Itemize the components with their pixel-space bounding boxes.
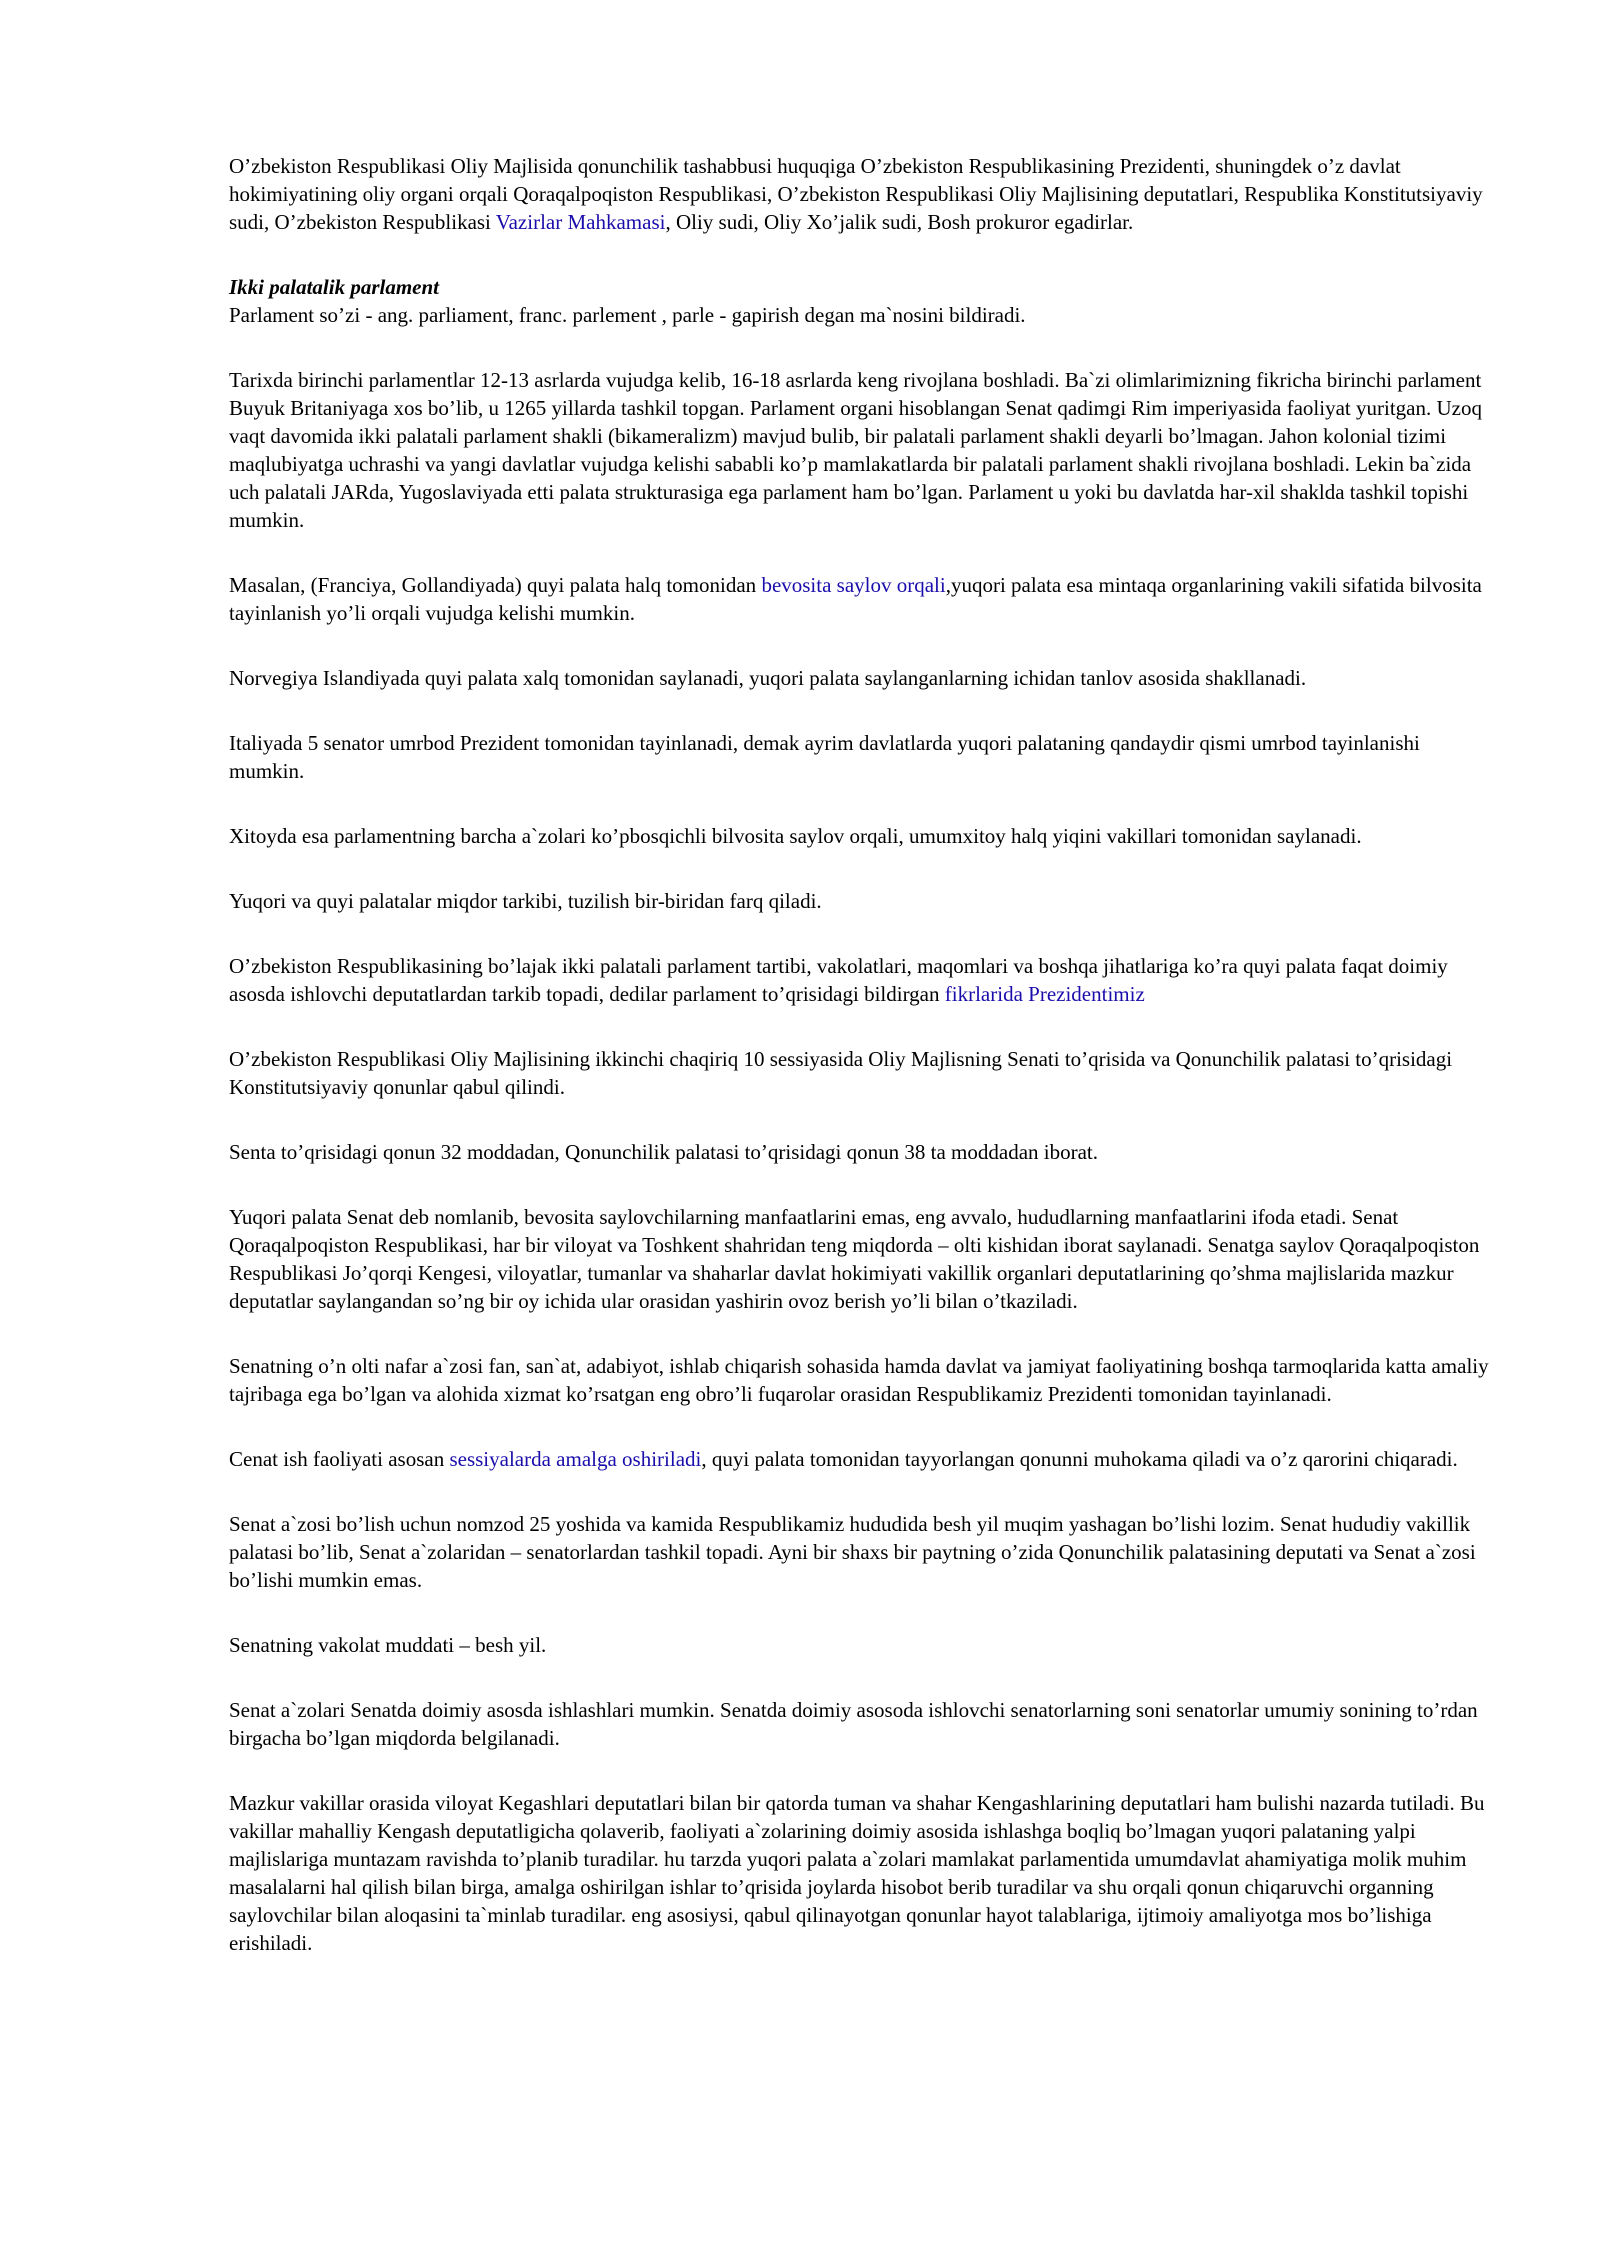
paragraph-senator-requirements: Senat a`zosi bo’lish uchun nomzod 25 yoshida va kamida Respublikamiz hududida besh yil muqim yashagan bo’lishi lozim. Senat hududiy vakillik palatasi bo’lib, Senat a`zolaridan – senatorlardan tashkil topadi. Ayni bir shaxs bir paytning o’zida Qonunchilik palatasining deputati va Senat a`zosi bo’lishi mumkin emas.	[229, 1512, 1476, 1592]
paragraph-senate-sessions	[229, 1445, 1491, 1473]
paragraph-text: O’zbekiston Respublikasi Oliy Majlisida qonunchilik tashabbusi huquqiga O’zbekiston Respublikasining Prezidenti, shuningdek o’z davlat hokimiyatining oliy organi orqali Qoraqalpoqiston Respublikasi, O’zbekiston Respublikasi Oliy Majlisining deputatlari, Respublika Konstitutsiyaviy sudi, O’zbekiston Respublikasi	[229, 154, 1483, 234]
link-vazirlar-mahkamasi[interactable]: Vazirlar Mahkamasi	[495, 210, 666, 234]
paragraph-permanent-senators: Senat a`zolari Senatda doimiy asosda ishlashlari mumkin. Senatda doimiy asosoda ishlovchi senatorlarning soni senatorlar umumiy sonining to’rdan birgacha bo’lgan miqdorda belgilanadi.	[229, 1698, 1478, 1750]
link-sessiyalarda[interactable]: sessiyalarda amalga oshiriladi	[449, 1447, 702, 1471]
paragraph-constitutional-laws: O’zbekiston Respublikasi Oliy Majlisining ikkinchi chaqiriq 10 sessiyasida Oliy Majlisning Senati to’qrisida va Qonunchilik palatasi to’qrisidagi Konstitutsiyaviy qonunlar qabul qilindi.	[229, 1047, 1453, 1099]
paragraph-legislative-initiative	[229, 152, 1491, 236]
link-bevosita-saylov[interactable]: bevosita saylov orqali	[761, 573, 946, 597]
paragraph-china: Xitoyda esa parlamentning barcha a`zolari ko’pbosqichli bilvosita saylov orqali, umumxitoy halq yiqini vakillari tomonidan saylanadi.	[229, 824, 1362, 848]
paragraph-text: ,yuqori palata esa mintaqa organlarining vakili sifatida bilvosita tayinlanish yo’li orqali vujudga kelishi mumkin.	[229, 573, 1482, 625]
paragraph-italy: Italiyada 5 senator umrbod Prezident tomonidan tayinlanadi, demak ayrim davlatlarda yuqori palataning qandaydir qismi umrbod tayinlanishi mumkin.	[229, 731, 1420, 783]
document-body	[229, 152, 1491, 1957]
paragraph-law-articles: Senta to’qrisidagi qonun 32 moddadan, Qonunchilik palatasi to’qrisidagi qonun 38 ta moddadan iborat.	[229, 1140, 1099, 1164]
paragraph-senate-term: Senatning vakolat muddati – besh yil.	[229, 1633, 547, 1657]
section-heading: Ikki palatalik parlament	[229, 275, 440, 299]
paragraph-senate-composition: Yuqori palata Senat deb nomlanib, bevosita saylovchilarning manfaatlarini emas, eng avvalo, hududlarning manfaatlarini ifoda etadi. Senat Qoraqalpoqiston Respublikasi, har bir viloyat va Toshkent shahridan teng miqdorda – olti kishidan iborat saylanadi. Senatga saylov Qoraqalpoqiston Respublikasi Jo’qorqi Kengesi, viloyatlar, tumanlar va shaharlar davlat hokimiyati vakillik organlari deputatlarining qo’shma majlislarida mazkur deputatlar saylangandan so’ng bir oy ichida ular orasidan yashirin ovoz berish yo’li bilan o’tkaziladi.	[229, 1205, 1480, 1313]
paragraph-text: , quyi palata tomonidan tayyorlangan qonunni muhokama qiladi va o’z qarorini chiqaradi.	[701, 1447, 1458, 1471]
paragraph-text: Cenat ish faoliyati asosan	[229, 1447, 450, 1471]
paragraph-text: O’zbekiston Respublikasining bo’lajak ikki palatali parlament tartibi, vakolatlari, maqomlari va boshqa jihatlariga ko’ra quyi palata faqat doimiy asosda ishlovchi deputatlardan tarkib topadi, dedilar parlament to’qrisidagi bildirgan	[229, 954, 1448, 1006]
link-fikrlarida-prezidentimiz[interactable]: fikrlarida Prezidentimiz	[944, 982, 1145, 1006]
paragraph-france-holland	[229, 571, 1491, 627]
paragraph-parliament-etymology: Parlament so’zi - ang. parliament, franc. parlement , parle - gapirish degan ma`nosini bildiradi.	[229, 303, 1026, 327]
paragraph-uzbek-parliament	[229, 952, 1491, 1008]
paragraph-history: Tarixda birinchi parlamentlar 12-13 asrlarda vujudga kelib, 16-18 asrlarda keng rivojlana boshladi. Ba`zi olimlarimizning fikricha birinchi parlament Buyuk Britaniyaga xos bo’lib, u 1265 yillarda tashkil topgan. Parlament organi hisoblangan Senat qadimgi Rim imperiyasida faoliyat yuritgan. Uzoq vaqt davomida ikki palatali parlament shakli (bikameralizm) mavjud bulib, bir palatali parlament shakli deyarli bo’lmagan. Jahon kolonial tizimi maqlubiyatga uchrashi va yangi davlatlar vujudga kelishi sababli ko’p mamlakatlarda bir palatali parlament shakli rivojlana boshladi. Lekin ba`zida uch palatali JARda, Yugoslaviyada etti palata strukturasiga ega parlament ham bo’lgan. Parlament u yoki bu davlatda har-xil shaklda tashkil topishi mumkin.	[229, 368, 1482, 532]
paragraph-text: Masalan, (Franciya, Gollandiyada) quyi palata halq tomonidan	[229, 573, 762, 597]
paragraph-norway-iceland: Norvegiya Islandiyada quyi palata xalq tomonidan saylanadi, yuqori palata saylanganlarning ichidan tanlov asosida shakllanadi.	[229, 666, 1307, 690]
paragraph-local-deputies: Mazkur vakillar orasida viloyat Kegashlari deputatlari bilan bir qatorda tuman va shahar Kengashlarining deputatlari ham bulishi nazarda tutiladi. Bu vakillar mahalliy Kengash deputatligicha qolaverib, faoliyati a`zolarining doimiy asosida ishlashga boqliq bo’lmagan yuqori palataning yalpi majlislariga muntazam ravishda to’planib turadilar. hu tarzda yuqori palata a`zolari mamlakat parlamentida umumdavlat ahamiyatiga molik muhim masalalarni hal qilish bilan birga, amalga oshirilgan ishlar to’qrisida joylarda hisobot berib turadilar va shu orqali qonun chiqaruvchi organning saylovchilar bilan aloqasini ta`minlab turadilar. eng asosiysi, qabul qilinayotgan qonunlar hayot talablariga, ijtimoiy amaliyotga mos bo’lishiga erishiladi.	[229, 1791, 1485, 1955]
paragraph-appointed-senators: Senatning o’n olti nafar a`zosi fan, san`at, adabiyot, ishlab chiqarish sohasida hamda davlat va jamiyat faoliyatining boshqa tarmoqlarida katta amaliy tajribaga ega bo’lgan va alohida xizmat ko’rsatgan eng obro’li fuqarolar orasidan Respublikamiz Prezidenti tomonidan tayinlanadi.	[229, 1354, 1489, 1406]
paragraph-text: , Oliy sudi, Oliy Xo’jalik sudi, Bosh prokuror egadirlar.	[665, 210, 1134, 234]
paragraph-chambers-differ: Yuqori va quyi palatalar miqdor tarkibi, tuzilish bir-biridan farq qiladi.	[229, 889, 822, 913]
